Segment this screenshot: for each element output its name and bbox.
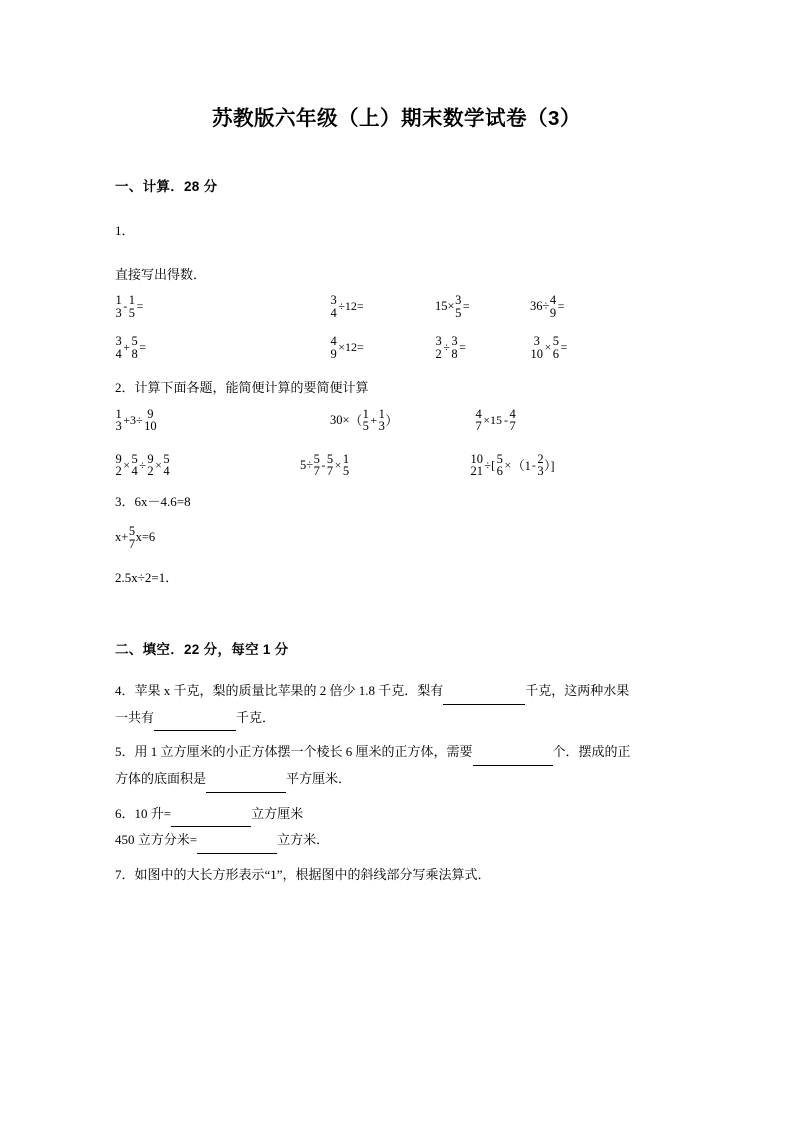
question-4	[115, 678, 675, 731]
operand-5-div: 5÷	[300, 457, 314, 472]
fraction-5-8: 5 8	[131, 334, 138, 361]
fraction-3-4: 3 4	[330, 293, 337, 320]
q2-row-2	[115, 453, 675, 478]
fraction-5-4: 5 4	[131, 451, 138, 479]
operator-times: ×	[544, 340, 552, 355]
operator-minus: -	[321, 457, 326, 472]
expr-30-times-paren	[330, 408, 475, 433]
fraction-1-5: 1 5	[362, 406, 369, 434]
equation-tail: x=6	[135, 530, 156, 545]
section-heading-1: 一、计算．28 分	[115, 179, 218, 194]
fraction-9-2: 9 2	[115, 451, 122, 479]
expr-36-div-4-9	[530, 294, 565, 319]
fraction-3-8: 3 8	[451, 334, 458, 361]
right-paren-bracket: ）]	[544, 459, 555, 474]
expr-x-plus-5-7-x	[115, 525, 155, 550]
fraction-9-2: 9 2	[147, 451, 154, 479]
expr-9-2-times-5-4-div-9-2-times-5-4	[115, 453, 300, 478]
fraction-1-3: 1 3	[115, 293, 122, 320]
left-paren: （	[349, 414, 363, 429]
question-1-prompt: 直接写出得数．	[115, 266, 207, 282]
operator-plus: +	[123, 340, 131, 355]
operator-equals: =	[459, 340, 466, 355]
operator-div-lbracket: ÷[	[484, 457, 496, 472]
operator-equals: =	[557, 299, 565, 314]
operator-minus: -	[123, 299, 128, 314]
answer-blank-q5-2[interactable]	[206, 779, 286, 793]
question-6-part-2: 立方厘米	[251, 805, 304, 821]
operator-plus: +	[370, 412, 378, 427]
question-3-equation-3: 2.5x÷2=1．	[115, 570, 179, 586]
q1-row-1	[115, 294, 675, 319]
section-heading-2: 二、填空．22 分，每空 1 分	[115, 641, 289, 657]
question-3-equation-1: 3．6x－4.6=8	[115, 493, 191, 509]
operator-times: ×	[155, 457, 162, 472]
question-6-part-3: 450 立方分米=	[115, 832, 198, 848]
operator-divide: ÷	[139, 457, 146, 472]
answer-blank-q6-2[interactable]	[197, 840, 277, 854]
fraction-5-7: 5 7	[313, 451, 320, 479]
fraction-5-6: 5 6	[496, 451, 503, 479]
answer-blank-q5-1[interactable]	[473, 752, 553, 766]
question-6	[115, 801, 675, 854]
question-2-number: 2．	[115, 380, 135, 396]
fraction-5-7: 5 7	[326, 451, 334, 479]
operand-30-times: 30×	[330, 412, 350, 427]
fraction-3-10: 3 10	[530, 334, 543, 361]
expr-4-9-times-12	[330, 335, 435, 360]
question-2-text: 计算下面各题，能简便计算的要简便计算	[134, 380, 369, 396]
operator-divide: ÷	[443, 340, 450, 355]
fraction-4-9: 4 9	[330, 334, 337, 361]
fraction-3-5: 3 5	[455, 293, 462, 320]
fraction-1-3: 1 3	[378, 406, 385, 434]
fraction-5-4: 5 4	[163, 451, 170, 479]
question-5-part-2: 个．摆成的正	[552, 744, 631, 760]
operand-36-div: 36÷	[530, 299, 550, 314]
question-3-equation-2	[115, 525, 675, 550]
expr-3-4-div-12	[330, 294, 435, 319]
fraction-1-5: 1 5	[128, 293, 135, 320]
expr-4-7-times-15-minus-4-7	[475, 408, 516, 433]
fraction-3-2: 3 2	[435, 334, 442, 361]
question-5-part-4: 平方厘米．	[286, 770, 352, 786]
page-content	[0, 131, 793, 888]
q2-row-1	[115, 408, 675, 433]
question-4-part-1: 4．苹果 x 千克，梨的质量比苹果的 2 倍少 1.8 千克．梨有	[115, 682, 444, 698]
operator-times: ×	[334, 457, 342, 472]
operator-equals: =	[136, 299, 144, 314]
expr-3-2-div-3-8	[435, 335, 530, 360]
operator-times: ×	[504, 457, 512, 472]
question-1-number: 1．	[115, 223, 135, 238]
operator-equals: =	[139, 340, 147, 355]
question-6-part-1: 6．10 升=	[115, 805, 172, 821]
fraction-4-9: 4 9	[549, 293, 557, 320]
operator-times-12: ×12=	[338, 340, 364, 355]
question-6-part-4: 立方米．	[277, 832, 330, 848]
expr-15-times-3-5	[435, 294, 530, 319]
page-title: 苏教版六年级（上）期末数学试卷（3）	[212, 107, 581, 130]
question-4-part-3: 一共有	[115, 709, 155, 725]
answer-blank-q6-1[interactable]	[171, 813, 251, 827]
question-5	[115, 739, 675, 792]
expr-1-3-plus-3-div-9-10	[115, 408, 330, 433]
operator-minus: -	[531, 457, 536, 472]
operator-times-15: ×15	[483, 412, 503, 427]
operator-plus-3-div: +3÷	[123, 412, 143, 427]
fraction-9-10: 9 10	[144, 406, 157, 434]
fraction-10-21: 10 21	[470, 451, 483, 479]
question-4-part-2: 千克，这两种水果	[525, 682, 630, 698]
operand-15-times: 15×	[435, 299, 455, 314]
expr-1-3-minus-1-5	[115, 294, 330, 319]
fraction-4-7: 4 7	[475, 406, 482, 434]
fraction-4-7: 4 7	[509, 406, 516, 434]
question-7: 7．如图中的大长方形表示“1”，根据图中的斜线部分写乘法算式．	[115, 866, 491, 882]
question-5-part-1: 5．用 1 立方厘米的小正方体摆一个棱长 6 厘米的正方体，需要	[115, 744, 473, 760]
right-paren: ）	[385, 414, 398, 429]
operator-div-12: ÷12=	[338, 299, 364, 314]
operator-equals: =	[560, 340, 568, 355]
q1-row-2	[115, 335, 675, 360]
operator-minus: -	[504, 412, 509, 427]
operator-times: ×	[123, 457, 131, 472]
fraction-5-7: 5 7	[128, 524, 136, 551]
answer-blank-q4-2[interactable]	[154, 717, 236, 731]
fraction-2-3: 2 3	[537, 451, 544, 479]
operator-equals: =	[462, 299, 470, 314]
fraction-1-5: 1 5	[342, 451, 350, 479]
question-2-prompt	[115, 380, 675, 396]
fraction-1-3: 1 3	[115, 406, 122, 434]
one-minus-group: （1	[512, 459, 531, 474]
expr-5-div-5-7-minus-5-7-times-1-5	[300, 453, 470, 478]
answer-blank-q4-1[interactable]	[443, 691, 525, 705]
expr-3-4-plus-5-8	[115, 335, 330, 360]
fraction-3-4: 3 4	[115, 334, 122, 361]
question-5-part-3: 方体的底面积是	[115, 770, 207, 786]
question-4-part-4: 千克．	[236, 709, 276, 725]
equation-head: x+	[115, 530, 129, 545]
expr-3-10-times-5-6	[530, 335, 568, 360]
expr-10-21-div-bracket	[470, 453, 555, 478]
fraction-5-6: 5 6	[552, 334, 560, 361]
